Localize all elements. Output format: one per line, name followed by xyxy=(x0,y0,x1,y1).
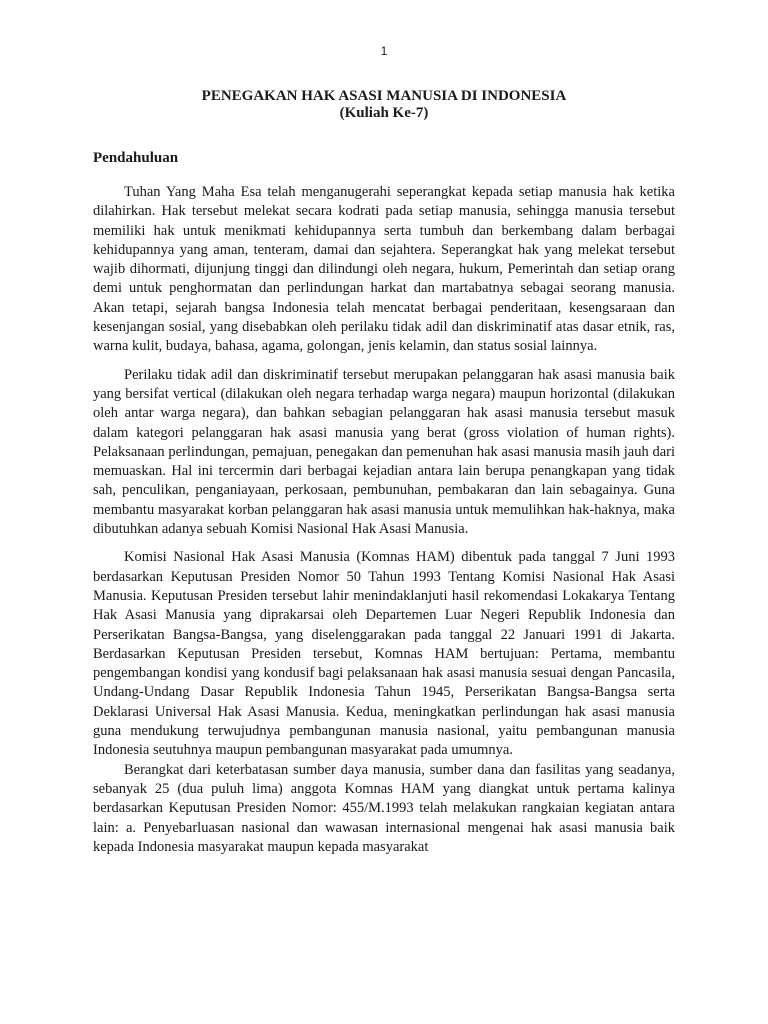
page-number: 1 xyxy=(380,44,388,58)
document-subtitle: (Kuliah Ke-7) xyxy=(339,105,429,121)
paragraph-1: Tuhan Yang Maha Esa telah menganugerahi seperangkat kepada setiap manusia hak ketika dilahirkan. Hak tersebut melekat secara kodrati pada setiap manusia, sehingga manusia tersebut memiliki hak untuk menikmati kehidupannya serta tumbuh dan berkembang dalam berbagai kehidupannya yang aman, tenteram, damai dan sejahtera. Seperangkat hak yang melekat tersebut wajib dihormati, dijunjung tinggi dan dilindungi oleh negara, hukum, Pemerintah dan setiap orang demi untuk penghormatan dan perlindungan harkat dan martabatnya sebagai seorang manusia. Akan tetapi, sejarah bangsa Indonesia telah mencatat berbagai penderitaan, kesengsaraan dan kesenjangan sosial, yang disebabkan oleh perilaku tidak adil dan diskriminatif atas dasar etnik, ras, warna kulit, budaya, bahasa, agama, golongan, jenis kelamin, dan status sosial lainnya. xyxy=(93,184,675,355)
paragraph-3: Komisi Nasional Hak Asasi Manusia (Komnas HAM) dibentuk pada tanggal 7 Juni 1993 berdasarkan Keputusan Presiden Nomor 50 Tahun 1993 Tentang Komisi Nasional Hak Asasi Manusia. Keputusan Presiden tersebut lahir menindaklanjuti hasil rekomendasi Lokakarya Tentang Hak Asasi Manusia yang diprakarsai oleh Departemen Luar Negeri Republik Indonesia dan Perserikatan Bangsa-Bangsa, yang diselenggarakan pada tanggal 22 Januari 1991 di Jakarta. Berdasarkan Keputusan Presiden tersebut, Komnas HAM bertujuan: Pertama, membantu pengembangan kondisi yang kondusif bagi pelaksanaan hak asasi manusia sesuai dengan Pancasila, Undang-Undang Dasar Republik Indonesia Tahun 1945, Perserikatan Bangsa-Bangsa serta Deklarasi Universal Hak Asasi Manusia. Kedua, meningkatkan perlindungan hak asasi manusia guna mendukung terwujudnya pembangunan manusia nasional, yaitu pembangunan manusia Indonesia seutuhnya maupun pembangunan masyarakat pada umumnya. xyxy=(93,549,675,759)
body-text xyxy=(93,183,675,857)
section-heading: Pendahuluan xyxy=(93,150,179,166)
paragraph-4: Berangkat dari keterbatasan sumber daya manusia, sumber dana dan fasilitas yang seadanya, sebanyak 25 (dua puluh lima) anggota Komnas HAM yang diangkat untuk pertama kalinya berdasarkan Keputusan Presiden Nomor: 455/M.1993 telah melakukan rangkaian kegiatan antara lain: a. Penyebarluasan nasional dan wawasan internasional mengenai hak asasi manusia baik kepada Indonesia masyarakat maupun kepada masyarakat xyxy=(93,761,675,855)
document-title: PENEGAKAN HAK ASASI MANUSIA DI INDONESIA xyxy=(201,88,567,104)
title-block xyxy=(0,88,768,122)
paragraph-2: Perilaku tidak adil dan diskriminatif tersebut merupakan pelanggaran hak asasi manusia baik yang bersifat vertical (dilakukan oleh negara terhadap warga negara) maupun horizontal (dilakukan oleh antar warga negara), dan bahkan sebagian pelanggaran hak asasi manusia tersebut masuk dalam kategori pelanggaran hak asasi manusia yang berat (gross violation of human rights). Pelaksanaan perlindungan, pemajuan, penegakan dan pemenuhan hak asasi manusia masih jauh dari memuaskan. Hal ini tercermin dari berbagai kejadian antara lain berupa penangkapan yang tidak sah, penculikan, penganiayaan, perkosaan, pembunuhan, pembakaran dan lain sebagainya. Guna membantu masyarakat korban pelanggaran hak asasi manusia untuk memulihkan hak-haknya, maka dibutuhkan adanya sebuah Komisi Nasional Hak Asasi Manusia. xyxy=(93,366,675,538)
